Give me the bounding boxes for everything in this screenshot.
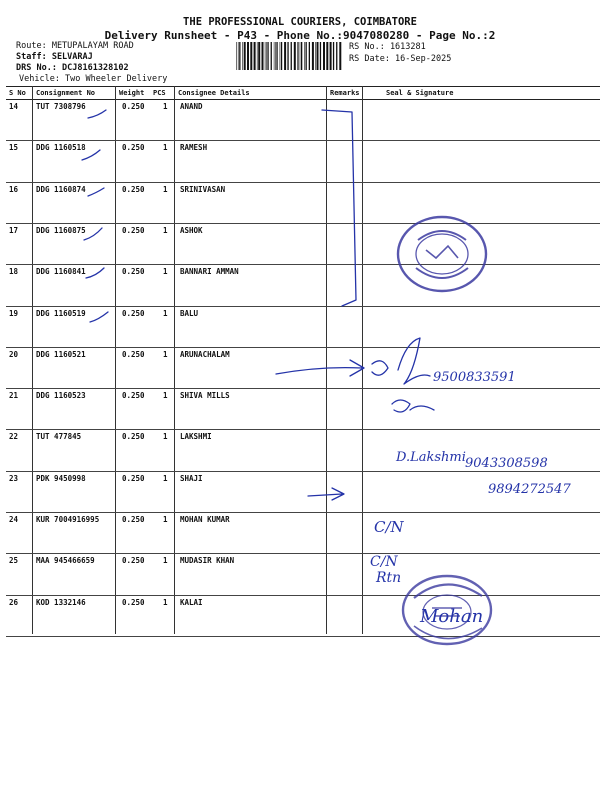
row-consignee: BANNARI AMMAN [180, 267, 239, 277]
barcode-bar [276, 42, 277, 70]
row-weight: 0.250 [122, 225, 145, 235]
row-consignment-no: DDG 1160874 [36, 184, 86, 194]
column-divider [32, 86, 33, 634]
barcode-bar [320, 42, 321, 70]
row-pcs: 1 [163, 391, 168, 401]
row-sno: 16 [9, 184, 19, 194]
barcode-bar [247, 42, 249, 70]
row-pcs: 1 [163, 473, 168, 483]
barcode-bar [323, 42, 325, 70]
barcode-bar [317, 42, 319, 70]
table-header-line [6, 99, 600, 100]
row-sno: 25 [9, 556, 19, 566]
row-consignee: SHAJI [180, 473, 203, 483]
row-consignee: LAKSHMI [180, 432, 212, 442]
row-weight: 0.250 [122, 515, 145, 524]
row-sno: 26 [9, 597, 19, 607]
rs-number: RS No.: 1613281 [349, 42, 426, 52]
row-divider [6, 512, 600, 513]
barcode-bar [330, 42, 332, 70]
barcode-bar [238, 42, 239, 70]
barcode-bar [266, 42, 267, 70]
barcode-bar [275, 42, 276, 70]
arrow-mark [276, 360, 364, 376]
row-divider [6, 347, 600, 348]
row-divider [6, 388, 600, 389]
header-consignee: Consignee Details [178, 89, 250, 97]
row-weight: 0.250 [122, 556, 145, 566]
barcode-bar [298, 42, 299, 70]
row-consignment-no: DDG 1160523 [36, 391, 86, 401]
row-consignee: BALU [180, 308, 199, 318]
vehicle-info: Vehicle: Two Wheeler Delivery [19, 74, 168, 84]
row-weight: 0.250 [122, 432, 145, 442]
handwritten-phone: 9043308598 [465, 456, 548, 471]
company-seal-stamp [396, 214, 488, 294]
handwritten-signature: Mohan [420, 606, 484, 627]
row-pcs: 1 [163, 225, 168, 235]
row-consignment-no: MAA 945466659 [36, 556, 95, 566]
header-pcs: PCS [153, 89, 166, 97]
column-divider [326, 86, 327, 634]
row-consignee: ARUNACHALAM [180, 349, 230, 359]
row-consignee: RAMESH [180, 143, 208, 153]
row-sno: 15 [9, 143, 19, 153]
tick-mark [86, 268, 104, 278]
row-consignment-no: DDG 1160518 [36, 143, 86, 153]
barcode-bar [254, 42, 256, 70]
row-pcs: 1 [163, 308, 168, 318]
row-weight: 0.250 [122, 308, 145, 318]
row-pcs: 1 [163, 349, 168, 359]
row-sno: 20 [9, 349, 19, 359]
barcode-bar [297, 42, 298, 70]
header-consignment: Consignment No [36, 89, 96, 97]
column-divider [115, 86, 116, 634]
barcode-bar [242, 42, 243, 70]
row-divider [6, 471, 600, 472]
barcode-bar [280, 42, 281, 70]
row-pcs: 1 [163, 432, 168, 442]
handwritten-phone: 9500833591 [433, 370, 516, 385]
row-consignment-no: KOD 1332146 [36, 597, 86, 607]
barcode-bar [301, 42, 302, 70]
route-info: Route: METUPALAYAM ROAD [16, 41, 134, 51]
row-sno: 24 [9, 515, 19, 524]
row-pcs: 1 [163, 184, 168, 194]
barcode-bar [281, 42, 282, 70]
row-divider [6, 182, 600, 183]
barcode-bar [258, 42, 260, 70]
barcode-bar [309, 42, 310, 70]
barcode-bar [257, 42, 258, 70]
stamp-ring [398, 217, 486, 291]
row-weight: 0.250 [122, 349, 145, 359]
row-consignment-no: DDG 1160521 [36, 349, 86, 359]
table-top-line [6, 86, 600, 87]
row-consignment-no: DDG 1160875 [36, 225, 86, 235]
tick-mark [84, 228, 102, 240]
barcode-bar [265, 42, 266, 70]
barcode-bar [306, 42, 307, 70]
barcode-bar [244, 42, 246, 70]
row-sno: 17 [9, 225, 19, 235]
signature-scribble [372, 338, 430, 384]
row-consignment-no: PDK 9450998 [36, 473, 86, 483]
header-seal-signature: Seal & Signature [386, 89, 454, 97]
header-sno: S No [9, 89, 26, 97]
row-weight: 0.250 [122, 184, 145, 194]
row-weight: 0.250 [122, 102, 145, 111]
rs-date: RS Date: 16-Sep-2025 [349, 54, 452, 64]
barcode [236, 42, 344, 70]
barcode-bar [271, 42, 272, 70]
row-divider [6, 223, 600, 224]
barcode-bar [300, 42, 301, 70]
column-divider [362, 86, 363, 634]
barcode-bar [336, 42, 337, 70]
row-consignee: SRINIVASAN [180, 184, 226, 194]
barcode-bar [250, 42, 252, 70]
row-divider [6, 595, 600, 596]
row-divider [6, 306, 600, 307]
drs-number: DRS No.: DCJ8161328102 [16, 63, 129, 73]
row-sno: 23 [9, 473, 19, 483]
row-pcs: 1 [163, 515, 168, 524]
handwritten-name: D.Lakshmi [396, 450, 466, 465]
row-pcs: 1 [163, 556, 168, 566]
document-subtitle: Delivery Runsheet - P43 - Phone No.:9047080280 - Page No.:2 [104, 29, 496, 42]
barcode-bar [326, 42, 328, 70]
stamp-inner-ring [416, 234, 468, 274]
barcode-bar [304, 42, 305, 70]
header-remarks: Remarks [330, 89, 360, 97]
row-consignee: ASHOK [180, 225, 203, 235]
row-weight: 0.250 [122, 391, 145, 401]
row-divider [6, 636, 600, 637]
barcode-bar [294, 42, 296, 70]
barcode-bar [274, 42, 275, 70]
row-consignee: KALAI [180, 597, 203, 607]
barcode-bar [267, 42, 268, 70]
barcode-bar [333, 42, 334, 70]
barcode-bar [287, 42, 288, 70]
row-sno: 18 [9, 267, 19, 277]
barcode-bar [284, 42, 286, 70]
barcode-bar [339, 42, 341, 70]
barcode-bar [239, 42, 240, 70]
barcode-bar [315, 42, 316, 70]
staff-info: Staff: SELVARAJ [16, 52, 93, 62]
row-sno: 14 [9, 102, 19, 111]
row-pcs: 1 [163, 102, 168, 111]
signature-scribble [392, 400, 434, 412]
row-consignee: ANAND [180, 102, 203, 111]
row-sno: 21 [9, 391, 19, 401]
barcode-bar [262, 42, 264, 70]
row-weight: 0.250 [122, 143, 145, 153]
row-consignment-no: TUT 477845 [36, 432, 82, 442]
document-title: THE PROFESSIONAL COURIERS, COIMBATORE [183, 16, 417, 28]
row-consignee: MOHAN KUMAR [180, 515, 230, 524]
row-consignee: MUDASIR KHAN [180, 556, 235, 566]
barcode-bar [312, 42, 314, 70]
row-weight: 0.250 [122, 597, 145, 607]
row-consignment-no: DDG 1160519 [36, 308, 86, 318]
row-consignment-no: DDG 1160841 [36, 267, 86, 277]
row-weight: 0.250 [122, 267, 145, 277]
header-weight: Weight [119, 89, 145, 97]
row-divider [6, 429, 600, 430]
row-sno: 22 [9, 432, 19, 442]
row-weight: 0.250 [122, 473, 145, 483]
row-consignment-no: TUT 7308796 [36, 102, 86, 111]
row-consignment-no: KUR 7004916995 [36, 515, 100, 524]
barcode-bar [236, 42, 237, 70]
row-divider [6, 140, 600, 141]
row-pcs: 1 [163, 143, 168, 153]
row-consignee: SHIVA MILLS [180, 391, 230, 401]
row-sno: 19 [9, 308, 19, 318]
column-divider [174, 86, 175, 634]
row-divider [6, 264, 600, 265]
tick-mark [88, 188, 104, 196]
handwritten-cn: C/N [370, 554, 398, 570]
handwritten-phone: 9894272547 [488, 482, 571, 497]
handwritten-rtn: Rtn [376, 570, 402, 586]
handwritten-cn: C/N [374, 518, 404, 536]
row-pcs: 1 [163, 597, 168, 607]
row-divider [6, 553, 600, 554]
tick-mark [90, 312, 108, 322]
barcode-bar [291, 42, 292, 70]
tick-mark [88, 110, 106, 118]
row-pcs: 1 [163, 267, 168, 277]
